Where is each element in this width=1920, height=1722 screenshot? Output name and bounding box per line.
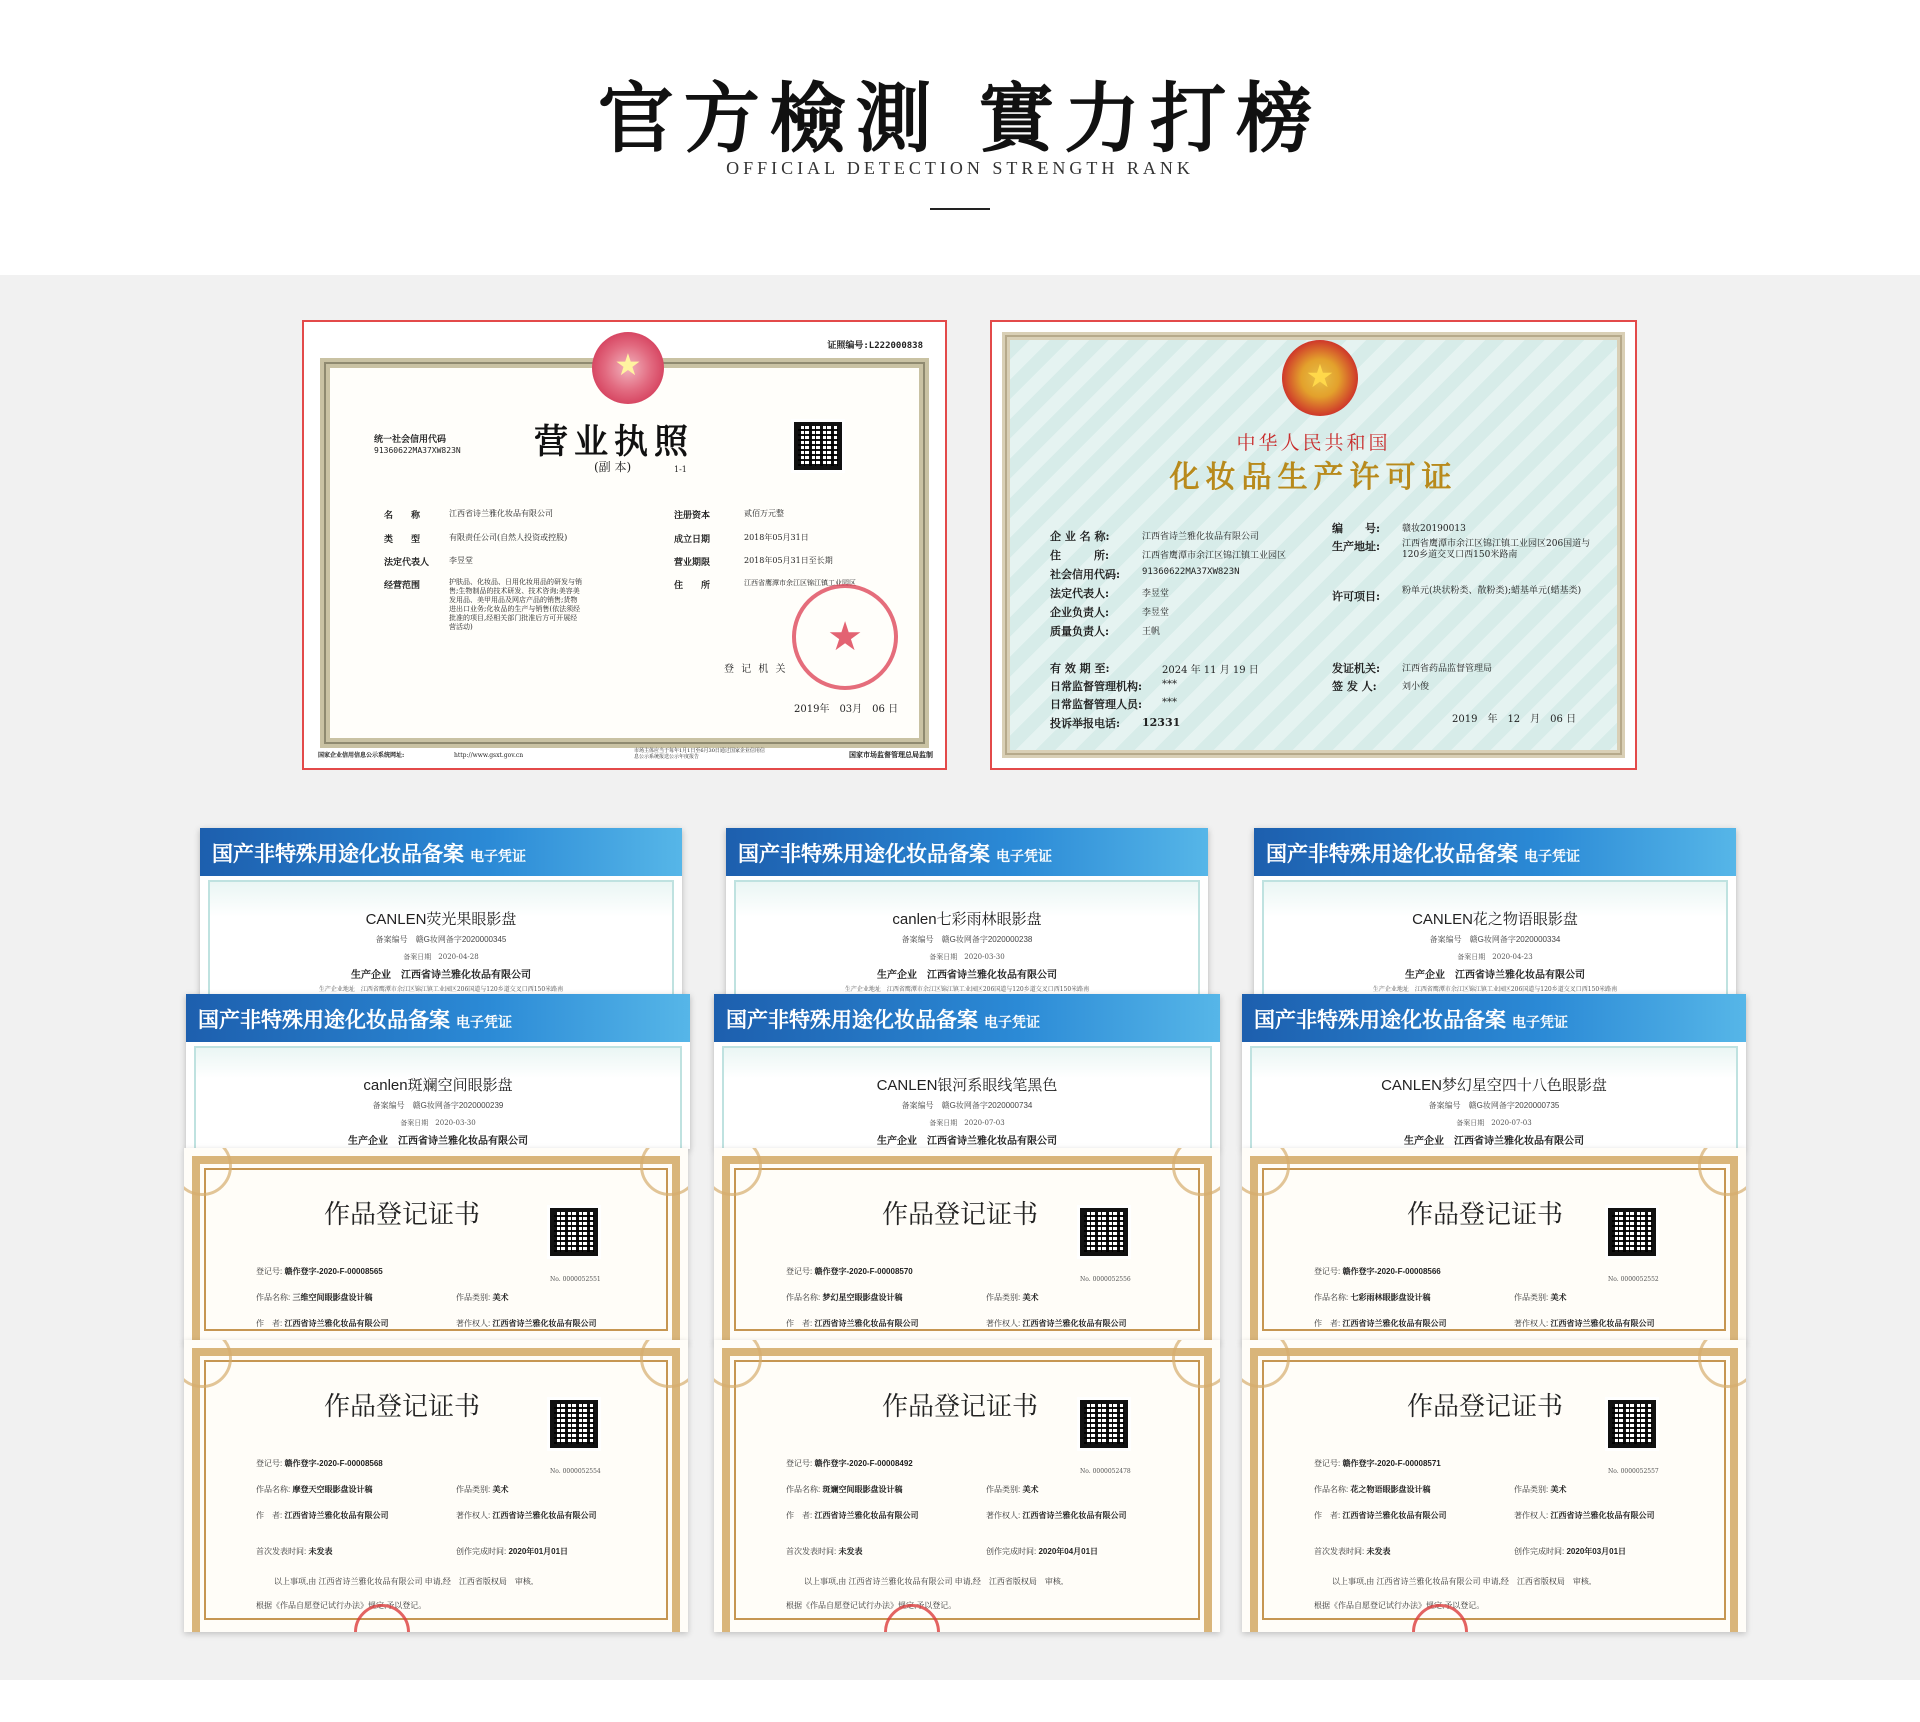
credit-code-label: 统一社会信用代码	[374, 435, 447, 445]
field-value: 91360622MA37XW823N	[1142, 567, 1240, 577]
completion-time: 2020年04月01日	[1038, 1547, 1099, 1556]
work-registration-certificate	[1242, 1148, 1746, 1343]
filing-card	[200, 828, 682, 998]
certificate-border	[722, 1156, 1212, 1343]
page-title: 官方檢測 實力打榜	[597, 74, 1323, 163]
work-registration-certificate	[1242, 1340, 1746, 1632]
field-label: 作 者:	[256, 1511, 283, 1520]
field-label: 作 者:	[256, 1319, 283, 1328]
product-name: CANLEN梦幻星空四十八色眼影盘	[1381, 1077, 1607, 1094]
author: 江西省诗兰雅化妆品有限公司	[814, 1319, 919, 1328]
issuer-label: 签 发 人:	[1332, 680, 1377, 693]
filing-card-header	[1242, 994, 1746, 1042]
filing-card-tag: 电子凭证	[984, 1015, 1040, 1031]
filing-card-tag: 电子凭证	[996, 849, 1052, 865]
qr-code-icon	[550, 1400, 598, 1448]
filing-card-header	[200, 828, 682, 876]
author: 江西省诗兰雅化妆品有限公司	[284, 1511, 389, 1520]
enterprise: 生产企业 江西省诗兰雅化妆品有限公司	[1405, 970, 1585, 981]
filing-number: 备案编号 赣G妆网备字2020000345	[375, 935, 507, 944]
certificate-title: 作品登记证书	[1407, 1392, 1564, 1422]
publish-time: 未发表	[838, 1547, 863, 1556]
work-type: 美术	[1022, 1293, 1039, 1302]
national-emblem-icon	[592, 332, 664, 404]
completion-time: 2020年03月01日	[1566, 1547, 1627, 1556]
certificate-code: No. 0000052557	[1608, 1468, 1659, 1475]
field-label: 法定代表人:	[1050, 587, 1110, 600]
filing-date: 备案日期 2020-07-03	[929, 1119, 1005, 1127]
product-name: canlen七彩雨林眼影盘	[892, 911, 1042, 928]
copyright-owner: 江西省诗兰雅化妆品有限公司	[1022, 1319, 1127, 1328]
hotline: 12331	[1142, 716, 1181, 729]
registration-basis: 根据《作品自愿登记试行办法》规定,予以登记。	[786, 1601, 957, 1610]
registration-basis: 根据《作品自愿登记试行办法》规定,予以登记。	[1314, 1601, 1485, 1610]
filing-card-header	[714, 994, 1220, 1042]
work-registration-certificate	[184, 1148, 688, 1343]
registration-number: 赣作登字-2020-F-00008565	[284, 1267, 383, 1276]
field-label: 作品类别:	[986, 1293, 1021, 1302]
filing-card-tag: 电子凭证	[1512, 1015, 1568, 1031]
field-label: 编 号:	[1332, 522, 1381, 535]
field-label: 类 型	[384, 535, 421, 545]
work-type: 美术	[492, 1293, 509, 1302]
field-label: 登记号:	[1314, 1459, 1341, 1468]
page-subtitle: OFFICIAL DETECTION STRENGTH RANK	[726, 158, 1194, 178]
field-label: 社会信用代码:	[1050, 568, 1121, 581]
field-label: 著作权人:	[986, 1511, 1021, 1520]
field-label: 注册资本	[674, 511, 711, 521]
field-label: 创作完成时间:	[456, 1547, 507, 1556]
field-label: 著作权人:	[1514, 1319, 1549, 1328]
registration-note: 以上事项,由 江西省诗兰雅化妆品有限公司 申请,经 江西省版权局 审核,	[1332, 1577, 1592, 1586]
work-type: 美术	[1550, 1293, 1567, 1302]
filing-card-title: 国产非特殊用途化妆品备案	[726, 1007, 978, 1032]
field-label: 首次发表时间:	[256, 1547, 307, 1556]
national-emblem-icon	[1282, 340, 1358, 416]
field-label: 著作权人:	[456, 1319, 491, 1328]
product-name: CANLEN荧光果眼影盘	[365, 911, 517, 928]
validity-date: 2024 年 11 月 19 日	[1162, 665, 1259, 676]
field-label: 作 者:	[1314, 1511, 1341, 1520]
work-name: 梦幻星空眼影盘设计稿	[822, 1293, 903, 1302]
registration-note: 以上事项,由 江西省诗兰雅化妆品有限公司 申请,经 江西省版权局 审核,	[804, 1577, 1064, 1586]
field-label: 著作权人:	[986, 1319, 1021, 1328]
product-name: CANLEN花之物语眼影盘	[1412, 911, 1578, 928]
field-label: 著作权人:	[1514, 1511, 1549, 1520]
qr-code-icon	[550, 1208, 598, 1256]
filing-card-tag: 电子凭证	[470, 849, 526, 865]
field-value: 2018年05月31日至长期	[744, 556, 833, 565]
registration-basis: 根据《作品自愿登记试行办法》规定,予以登记。	[256, 1601, 427, 1610]
certificate-border	[1250, 1156, 1738, 1343]
field-value: 粉单元(块状粉类、散粉类);蜡基单元(蜡基类)	[1402, 586, 1582, 596]
field-label: 著作权人:	[456, 1511, 491, 1520]
filing-card-title: 国产非特殊用途化妆品备案	[1266, 841, 1518, 866]
field-value: 李昱堂	[449, 556, 473, 565]
registration-number: 赣作登字-2020-F-00008571	[1342, 1459, 1441, 1468]
field-value: 江西省鹰潭市余江区锦江镇工业园区	[744, 579, 856, 587]
filing-date: 备案日期 2020-04-28	[403, 953, 479, 961]
filing-card-header	[186, 994, 690, 1042]
filing-card-tag: 电子凭证	[1524, 849, 1580, 865]
field-label: 经营范围	[384, 581, 421, 591]
footer-notice: 市场主体应当于每年1月1日至6月30日通过国家企业信用信息公示系统报送公示年度报告	[634, 748, 765, 760]
work-name: 摩登天空眼影盘设计稿	[292, 1485, 373, 1494]
field-label: 住 所:	[1050, 549, 1110, 562]
field-value: 王帆	[1142, 627, 1161, 637]
filing-number: 备案编号 赣G妆网备字2020000735	[1428, 1101, 1560, 1110]
footer-left: 国家企业信用信息公示系统网址:	[318, 752, 405, 759]
field-value: 贰佰万元整	[744, 509, 784, 518]
field-label: 成立日期	[674, 535, 711, 545]
field-label: 法定代表人	[384, 558, 430, 568]
field-value: 2018年05月31日	[744, 533, 809, 542]
field-label: 作品名称:	[1314, 1293, 1349, 1302]
field-label: 登记号:	[786, 1459, 813, 1468]
cosmetic-license-image	[990, 320, 1637, 770]
field-label: 作品类别:	[1514, 1293, 1549, 1302]
title-divider	[930, 208, 990, 210]
supervise-person: ***	[1162, 697, 1177, 708]
filing-card-header	[726, 828, 1208, 876]
field-label: 首次发表时间:	[1314, 1547, 1365, 1556]
qr-code-icon	[1608, 1400, 1656, 1448]
filing-number: 备案编号 赣G妆网备字2020000239	[372, 1101, 504, 1110]
license-copy: (副 本)	[594, 460, 632, 474]
filing-card	[714, 994, 1220, 1149]
copyright-owner: 江西省诗兰雅化妆品有限公司	[1022, 1511, 1127, 1520]
author: 江西省诗兰雅化妆品有限公司	[1342, 1511, 1447, 1520]
qr-code-icon	[1080, 1208, 1128, 1256]
copyright-owner: 江西省诗兰雅化妆品有限公司	[492, 1319, 597, 1328]
country-name: 中华人民共和国	[1236, 432, 1391, 454]
field-label: 许可项目:	[1332, 590, 1381, 603]
certificate-code: No. 0000052551	[550, 1276, 601, 1283]
field-label: 登记号:	[256, 1267, 283, 1276]
enterprise: 生产企业 江西省诗兰雅化妆品有限公司	[877, 1136, 1057, 1147]
certificate-code: No. 0000052552	[1608, 1276, 1659, 1283]
field-label: 作品类别:	[1514, 1485, 1549, 1494]
field-value: 李昱堂	[1142, 589, 1170, 599]
work-type: 美术	[1022, 1485, 1039, 1494]
filing-card	[1254, 828, 1736, 998]
field-value: 江西省诗兰雅化妆品有限公司	[449, 509, 553, 518]
field-label: 企业负责人:	[1050, 606, 1110, 619]
field-label: 作 者:	[786, 1511, 813, 1520]
qr-code-icon	[794, 422, 842, 470]
certificate-title: 作品登记证书	[1407, 1200, 1564, 1230]
supervise-org: ***	[1162, 679, 1177, 690]
field-label: 登记号:	[786, 1267, 813, 1276]
supervise-org-label: 日常监督管理机构:	[1050, 680, 1143, 693]
product-name: canlen斑斓空间眼影盘	[363, 1077, 513, 1094]
work-type: 美术	[1550, 1485, 1567, 1494]
field-label: 作品类别:	[456, 1293, 491, 1302]
hotline-label: 投诉举报电话:	[1050, 717, 1121, 730]
work-name: 花之物语眼影盘设计稿	[1350, 1485, 1431, 1494]
work-name: 斑斓空间眼影盘设计稿	[822, 1485, 903, 1494]
field-label: 作品类别:	[986, 1485, 1021, 1494]
license-date: 2019年 03月 06 日	[794, 704, 899, 715]
filing-date: 备案日期 2020-07-03	[1456, 1119, 1532, 1127]
validity-label: 有 效 期 至:	[1050, 662, 1110, 675]
field-label: 作 者:	[786, 1319, 813, 1328]
field-label: 作品名称:	[786, 1293, 821, 1302]
field-label: 创作完成时间:	[1514, 1547, 1565, 1556]
registration-number: 赣作登字-2020-F-00008566	[1342, 1267, 1441, 1276]
issuer: 刘小俊	[1402, 682, 1430, 692]
certificate-border	[192, 1156, 680, 1343]
filing-card-title: 国产非特殊用途化妆品备案	[1254, 1007, 1506, 1032]
filing-card	[1242, 994, 1746, 1149]
registration-number: 赣作登字-2020-F-00008568	[284, 1459, 383, 1468]
cert-number: 证照编号:L222000838	[827, 341, 923, 351]
qr-code-icon	[1080, 1400, 1128, 1448]
field-label: 登记号:	[1314, 1267, 1341, 1276]
filing-number: 备案编号 赣G妆网备字2020000734	[901, 1101, 1033, 1110]
field-value: 江西省鹰潭市余江区锦江镇工业园区206国道与120乡道交叉口西150米路南	[1402, 539, 1591, 560]
registration-note: 以上事项,由 江西省诗兰雅化妆品有限公司 申请,经 江西省版权局 审核,	[274, 1577, 534, 1586]
field-value: 赣妆20190013	[1402, 524, 1466, 534]
license-title: 营业执照	[534, 422, 694, 462]
registration-number: 赣作登字-2020-F-00008570	[814, 1267, 913, 1276]
business-license-image	[302, 320, 947, 770]
field-value: 有限责任公司(自然人投资或控股)	[449, 533, 568, 542]
publish-time: 未发表	[308, 1547, 333, 1556]
copyright-owner: 江西省诗兰雅化妆品有限公司	[1550, 1319, 1655, 1328]
field-label: 质量负责人:	[1050, 625, 1110, 638]
enterprise: 生产企业 江西省诗兰雅化妆品有限公司	[1404, 1136, 1584, 1147]
enterprise: 生产企业 江西省诗兰雅化妆品有限公司	[348, 1136, 528, 1147]
enterprise: 生产企业 江西省诗兰雅化妆品有限公司	[877, 970, 1057, 981]
page-header	[0, 0, 1920, 275]
footer-right: 国家市场监督管理总局监制	[849, 750, 933, 759]
credit-code: 91360622MA37XW823N	[374, 446, 461, 455]
work-registration-certificate	[714, 1148, 1220, 1343]
footer-url: http://www.gsxt.gov.cn	[454, 752, 524, 759]
issue-date: 2019 年 12 月 06 日	[1452, 714, 1577, 725]
supervise-person-label: 日常监督管理人员:	[1050, 698, 1143, 711]
field-label: 作品类别:	[456, 1485, 491, 1494]
field-label: 企 业 名 称:	[1050, 530, 1110, 543]
work-type: 美术	[492, 1485, 509, 1494]
field-value: 李昱堂	[1142, 608, 1170, 618]
product-name: CANLEN银河系眼线笔黑色	[876, 1077, 1058, 1094]
field-value: 江西省鹰潭市余江区锦江镇工业园区	[1142, 551, 1287, 561]
authority: 江西省药品监督管理局	[1402, 664, 1493, 674]
field-label: 作 者:	[1314, 1319, 1341, 1328]
filing-date: 备案日期 2020-03-30	[929, 953, 1005, 961]
filing-card-header	[1254, 828, 1736, 876]
license-title: 化妆品生产许可证	[1169, 460, 1458, 495]
field-label: 作品名称:	[786, 1485, 821, 1494]
certificate-code: No. 0000052478	[1080, 1468, 1131, 1475]
license-copy-no: 1-1	[674, 465, 687, 474]
field-value: 护肤品、化妆品、日用化妆用品的研发与销售;生物制品的技术研发、技术咨询;美容美发用品、美甲用品及网店产品的销售;货物进出口业务;化妆品的生产与销售(依法须经批准的项目,经相关部门批准后方可开展经营活动)	[449, 578, 582, 631]
official-seal-icon: ★	[792, 584, 898, 690]
qr-code-icon	[1608, 1208, 1656, 1256]
filing-card	[186, 994, 690, 1149]
field-label: 作品名称:	[1314, 1485, 1349, 1494]
field-label: 名 称	[384, 511, 421, 521]
enterprise-address: 生产企业地址 江西省鹰潭市余江区锦江镇工业园区206国道与120乡道交叉口西150米路南	[1372, 986, 1618, 993]
work-registration-certificate	[714, 1340, 1220, 1632]
enterprise-address: 生产企业地址 江西省鹰潭市余江区锦江镇工业园区206国道与120乡道交叉口西150米路南	[318, 986, 564, 993]
certificate-code: No. 0000052554	[550, 1468, 601, 1475]
publish-time: 未发表	[1366, 1547, 1391, 1556]
certificate-title: 作品登记证书	[882, 1392, 1039, 1422]
enterprise-address: 生产企业地址 江西省鹰潭市余江区锦江镇工业园区206国道与120乡道交叉口西150米路南	[844, 986, 1090, 993]
filing-card-tag: 电子凭证	[456, 1015, 512, 1031]
field-label: 创作完成时间:	[986, 1547, 1037, 1556]
work-registration-certificate	[184, 1340, 688, 1632]
filing-number: 备案编号 赣G妆网备字2020000238	[901, 935, 1033, 944]
filing-card-title: 国产非特殊用途化妆品备案	[198, 1007, 450, 1032]
filing-card-title: 国产非特殊用途化妆品备案	[212, 841, 464, 866]
author: 江西省诗兰雅化妆品有限公司	[814, 1511, 919, 1520]
field-value: 江西省诗兰雅化妆品有限公司	[1142, 532, 1260, 542]
field-label: 首次发表时间:	[786, 1547, 837, 1556]
registration-number: 赣作登字-2020-F-00008492	[814, 1459, 913, 1468]
filing-card-title: 国产非特殊用途化妆品备案	[738, 841, 990, 866]
filing-number: 备案编号 赣G妆网备字2020000334	[1429, 935, 1561, 944]
work-name: 三维空间眼影盘设计稿	[292, 1293, 373, 1302]
field-label: 住 所	[674, 581, 711, 591]
certificate-title: 作品登记证书	[882, 1200, 1039, 1230]
copyright-owner: 江西省诗兰雅化妆品有限公司	[492, 1511, 597, 1520]
authority-label: 发证机关:	[1332, 662, 1381, 675]
field-label: 营业期限	[674, 558, 711, 568]
field-label: 作品名称:	[256, 1293, 291, 1302]
filing-date: 备案日期 2020-03-30	[400, 1119, 476, 1127]
field-label: 登记号:	[256, 1459, 283, 1468]
copyright-owner: 江西省诗兰雅化妆品有限公司	[1550, 1511, 1655, 1520]
author: 江西省诗兰雅化妆品有限公司	[284, 1319, 389, 1328]
certificate-title: 作品登记证书	[324, 1392, 481, 1422]
author: 江西省诗兰雅化妆品有限公司	[1342, 1319, 1447, 1328]
certificate-title: 作品登记证书	[324, 1200, 481, 1230]
completion-time: 2020年01月01日	[508, 1547, 569, 1556]
filing-date: 备案日期 2020-04-23	[1457, 953, 1533, 961]
field-label: 生产地址:	[1332, 540, 1381, 553]
field-label: 作品名称:	[256, 1485, 291, 1494]
registrar-label: 登 记 机 关	[724, 664, 788, 675]
certificate-code: No. 0000052556	[1080, 1276, 1131, 1283]
enterprise: 生产企业 江西省诗兰雅化妆品有限公司	[351, 970, 531, 981]
filing-card	[726, 828, 1208, 998]
work-name: 七彩雨林眼影盘设计稿	[1350, 1293, 1431, 1302]
